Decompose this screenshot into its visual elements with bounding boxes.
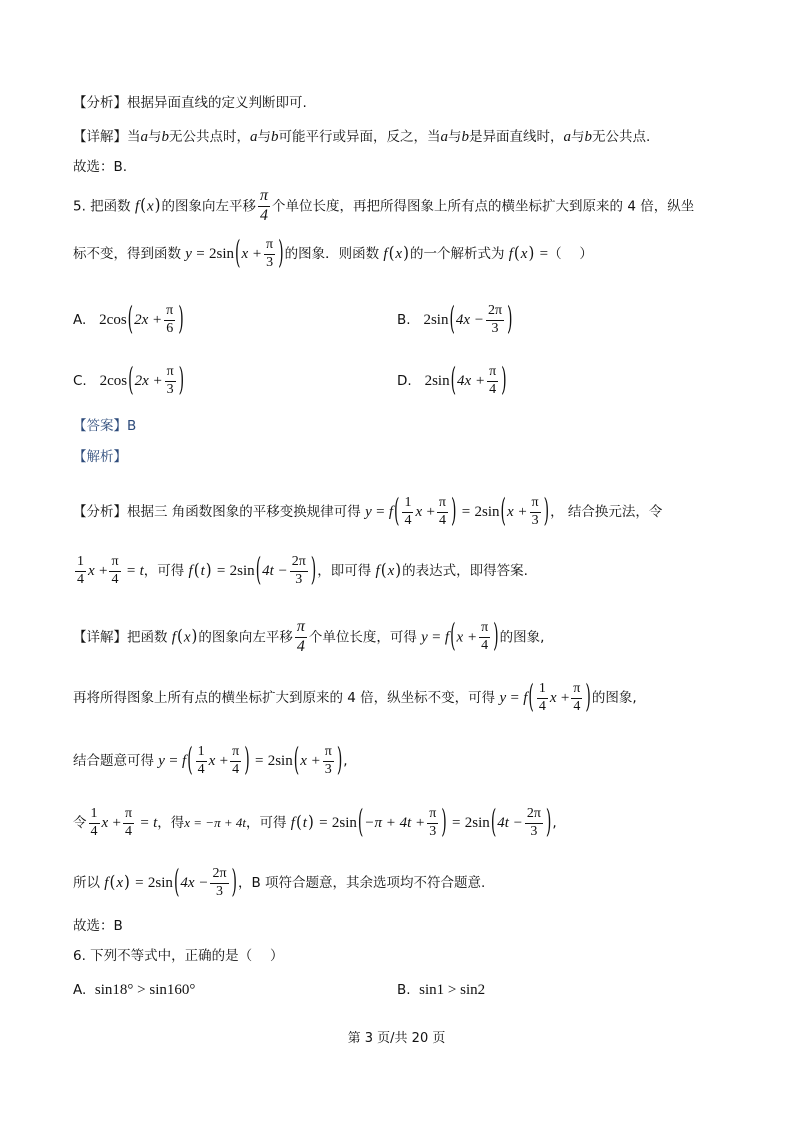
var-b: b (161, 129, 169, 145)
choice-line: 故选：B. (73, 159, 128, 175)
text: 令 (73, 815, 87, 832)
var-a: a (140, 129, 148, 145)
text: ， 结合换元法，令 (550, 504, 663, 521)
var-x: x (88, 563, 95, 580)
var-f: f (134, 198, 140, 215)
var-y: y (365, 504, 372, 521)
expr: 2x + (134, 312, 163, 329)
var-x: x (387, 563, 395, 580)
cos-func: 2cos (99, 312, 127, 329)
analysis-line: 【分析】根据异面直线的定义判断即可. (73, 95, 307, 111)
fraction-pi-over-4: $\frac{\pi}{4}$ (111, 554, 119, 587)
text: 个单位长度，可得 (308, 629, 417, 646)
text: 可能平行或异面，反之，当 (278, 129, 441, 145)
var-f: f (171, 629, 176, 646)
option-label: D. (397, 373, 412, 390)
var-f: f (104, 875, 109, 892)
sin-func: 2sin (423, 312, 449, 329)
expr: sin1 > sin2 (419, 982, 486, 998)
q6-option-b[interactable] (397, 983, 485, 998)
text: , (552, 815, 557, 832)
sin-func: 2sin (209, 246, 235, 263)
equals: = (510, 690, 519, 707)
option-label: B. (397, 982, 411, 998)
equals: = (135, 875, 144, 892)
var-t: t (302, 815, 307, 832)
text: 是异面直线时， (469, 129, 564, 145)
var-y: y (185, 246, 192, 263)
text: 标不变，得到函数 (73, 246, 181, 263)
equals: = (319, 815, 328, 832)
choice-line-2: 故选：B (73, 918, 123, 934)
fraction-pi-over-4: $\frac{\pi}{4}$ (232, 744, 240, 777)
expr: 4x + (457, 373, 486, 390)
expr: x + (456, 629, 478, 646)
analysis-line-2: $\frac{1}{4}$ x + $\frac{\pi}{4}$ = t，可得 f(t) = 2sin(4t − $\frac{2\pi}{3}$ )，即可得 f(x)的表达式，即得答案. (77, 552, 528, 590)
expr: x + (241, 246, 263, 263)
detail-line (73, 130, 650, 145)
fraction-pi-over-4: $\frac{\pi}{4}$ (124, 806, 133, 839)
equals: = (169, 753, 178, 770)
option-label: A. (73, 312, 87, 329)
expr: 4t − (262, 563, 288, 580)
expr: 2x + (134, 373, 163, 390)
var-y: y (158, 753, 165, 770)
text: ，得 (157, 815, 185, 832)
var-t: t (139, 563, 144, 580)
expr: sin18° > sin160° (94, 982, 196, 998)
var-a: a (250, 129, 258, 145)
plus: + (560, 690, 570, 707)
expr: −π + 4t + (364, 815, 426, 832)
text: 与 (448, 129, 462, 145)
text: 【详解】当 (73, 129, 141, 145)
equals: = (461, 504, 471, 521)
fraction-pi-over-4: $\frac{\pi}{4}$ (438, 495, 446, 528)
expr: x = −π + 4t (184, 815, 246, 831)
fraction-1-over-4: $\frac{1}{4}$ (77, 554, 84, 587)
var-f: f (188, 563, 193, 580)
equals: = (216, 563, 226, 580)
fraction-pi-over-4: $\frac{\pi}{4}$ (260, 187, 269, 224)
text: ，B 项符合题意，其余选项均不符合题意. (237, 875, 486, 892)
fraction-pi-over-3: $\frac{\pi}{3}$ (531, 495, 539, 528)
cos-func: 2cos (99, 373, 128, 390)
text: 的一个解析式为 (409, 246, 505, 263)
text: 的图象, (591, 690, 637, 707)
var-f: f (388, 504, 393, 521)
plus: + (426, 504, 435, 521)
detail-line-5: 所以 f(x) = 2sin(4x − $\frac{2\pi}{3}$ )，B 项符合题意，其余选项均不符合题意. (73, 864, 486, 902)
fraction-pi-over-3: $\frac{\pi}{3}$ (324, 744, 332, 777)
page-footer: 第 3 页/共 20 页 (347, 1031, 446, 1046)
expr: 4x − (180, 875, 209, 892)
text: 无公共点时， (169, 129, 250, 145)
fraction-2pi-over-3: $\frac{2\pi}{3}$ (487, 303, 503, 336)
equals: = (140, 815, 149, 832)
expr: x + (300, 753, 321, 770)
equals: = (196, 246, 205, 263)
expr: 4t − (497, 815, 523, 832)
text: 【分析】根据三 角函数图象的平移变换规律可得 (73, 504, 361, 521)
fraction-pi-over-3: $\frac{\pi}{3}$ (429, 806, 437, 839)
equals: = (539, 246, 549, 263)
var-f: f (444, 629, 450, 646)
var-b: b (271, 129, 279, 145)
fraction-pi-over-3: $\frac{\pi}{3}$ (266, 237, 274, 270)
var-t: t (153, 815, 158, 832)
var-x: x (183, 629, 191, 646)
question-5-line-1: 5. 把函数 f(x)的图象向左平移 $\frac{\pi}{4}$ 个单位长度，再把所得图象上所有点的横坐标扩大到原来的 4 倍，纵坐 (73, 187, 695, 224)
var-b: b (461, 129, 469, 145)
text: 的表达式，即得答案. (402, 563, 528, 580)
var-a: a (563, 129, 571, 145)
var-f: f (375, 563, 380, 580)
equals: = (126, 563, 136, 580)
fraction-1-over-4: $\frac{1}{4}$ (197, 744, 205, 777)
plus: + (112, 815, 121, 832)
var-y: y (421, 629, 428, 646)
var-x: x (549, 690, 557, 707)
fraction-pi-over-4: $\frac{\pi}{4}$ (296, 618, 305, 655)
fraction-pi-over-4: $\frac{\pi}{4}$ (573, 681, 581, 714)
option-label: B. (397, 312, 411, 329)
var-x: x (116, 875, 123, 892)
question-5-line-2: 标不变，得到函数 y = 2sin(x + $\frac{\pi}{3}$ )的图象．则函数 f(x)的一个解析式为 f(x) =（ ） (73, 235, 593, 273)
sin-func: 2sin (147, 875, 173, 892)
fraction-1-over-4: $\frac{1}{4}$ (538, 681, 546, 714)
sin-func: 2sin (474, 504, 500, 521)
text: ，可得 (143, 563, 185, 580)
fraction-1-over-4: $\frac{1}{4}$ (404, 495, 412, 528)
fraction-pi-over-3: $\frac{\pi}{3}$ (166, 364, 174, 397)
var-t: t (200, 563, 205, 580)
var-x: x (520, 246, 528, 263)
sin-func: 2sin (229, 563, 255, 580)
option-label: A. (73, 982, 87, 998)
text: 的图象, (499, 629, 545, 646)
text: 的图象向左平移 (198, 629, 293, 646)
equals: = (254, 753, 264, 770)
plus: + (98, 563, 108, 580)
option-d[interactable]: D. 2sin(4x + $\frac{\pi}{4}$ ) (397, 362, 507, 400)
sin-func: 2sin (424, 373, 450, 390)
text: 与 (257, 129, 271, 145)
detail-line-4: 令 $\frac{1}{4}$ x + $\frac{\pi}{4}$ = t，得x = −π + 4t，可得 f(t) = 2sin(−π + 4t + $\frac{\pi}{3}$ ) = 2sin(4t − $\frac{2\pi}{3}$ ), (73, 804, 557, 842)
text: ，即可得 (317, 563, 372, 580)
equals: = (452, 815, 461, 832)
answer-line: 【答案】B (73, 418, 137, 434)
text: （ ） (548, 246, 593, 263)
fraction-2pi-over-3: $\frac{2\pi}{3}$ (291, 554, 306, 587)
text: 的图象向左平移 (161, 198, 257, 215)
var-x: x (147, 198, 154, 215)
var-f: f (290, 815, 295, 832)
text: 的图象．则函数 (284, 246, 380, 263)
fraction-1-over-4: $\frac{1}{4}$ (90, 806, 98, 839)
text: 无公共点. (592, 129, 651, 145)
text: , (343, 753, 348, 770)
text: 5. 把函数 (73, 198, 131, 215)
fraction-2pi-over-3: $\frac{2\pi}{3}$ (212, 866, 227, 899)
var-f: f (383, 246, 388, 263)
text: 个单位长度，再把所得图象上所有点的横坐标扩大到原来的 4 倍，纵坐 (272, 198, 695, 215)
text: 与 (571, 129, 585, 145)
expr: 4x − (455, 312, 484, 329)
var-b: b (584, 129, 592, 145)
option-a[interactable]: A. 2cos(2x + $\frac{\pi}{6}$ ) (73, 301, 184, 339)
var-f: f (182, 753, 187, 770)
text: 再将所得图象上所有点的横坐标扩大到原来的 4 倍，纵坐标不变，可得 (73, 690, 496, 707)
fraction-2pi-over-3: $\frac{2\pi}{3}$ (526, 806, 541, 839)
sin-func: 2sin (464, 815, 490, 832)
text: ，可得 (245, 815, 287, 832)
var-x: x (415, 504, 423, 521)
plus: + (219, 753, 229, 770)
detail-line-2: 再将所得图象上所有点的横坐标扩大到原来的 4 倍，纵坐标不变，可得 y = f( $\frac{1}{4}$ x + $\frac{\pi}{4}$ )的图象, (73, 679, 637, 717)
text: 结合题意可得 (73, 753, 154, 770)
expr: x + (507, 504, 528, 521)
var-x: x (395, 246, 403, 263)
var-a: a (440, 129, 448, 145)
detail-line-3: 结合题意可得 y = f( $\frac{1}{4}$ x + $\frac{\pi}{4}$ ) = 2sin(x + $\frac{\pi}{3}$ ), (73, 742, 348, 780)
text: 所以 (73, 875, 100, 892)
fraction-pi-over-4: $\frac{\pi}{4}$ (489, 364, 497, 397)
equals: = (376, 504, 385, 521)
option-c[interactable]: C. 2cos(2x + $\frac{\pi}{3}$ ) (73, 362, 185, 400)
var-y: y (499, 690, 507, 707)
option-label: C. (73, 373, 87, 390)
analysis-header: 【解析】 (73, 449, 127, 465)
equals: = (432, 629, 441, 646)
sin-func: 2sin (267, 753, 293, 770)
q6-option-a[interactable] (73, 983, 195, 998)
question-6: 6. 下列不等式中，正确的是（ ） (73, 948, 284, 964)
sin-func: 2sin (331, 815, 357, 832)
var-f: f (523, 690, 528, 707)
var-x: x (101, 815, 109, 832)
var-x: x (208, 753, 216, 770)
text: 【详解】把函数 (73, 629, 168, 646)
analysis-line-1: 【分析】根据三 角函数图象的平移变换规律可得 y = f( $\frac{1}{4}$ x + $\frac{\pi}{4}$ ) = 2sin(x + $\frac{\pi}{3}$ )， 结合换元法，令 (73, 493, 663, 531)
detail-line-1: 【详解】把函数 f(x)的图象向左平移 $\frac{\pi}{4}$ 个单位长度，可得 y = f(x + $\frac{\pi}{4}$ )的图象, (73, 618, 545, 656)
option-b[interactable]: B. 2sin(4x − $\frac{2\pi}{3}$ ) (397, 301, 513, 339)
text: 与 (148, 129, 162, 145)
fraction-pi-over-6: $\frac{\pi}{6}$ (166, 303, 174, 336)
var-f: f (508, 246, 513, 263)
fraction-pi-over-4: $\frac{\pi}{4}$ (481, 620, 489, 653)
